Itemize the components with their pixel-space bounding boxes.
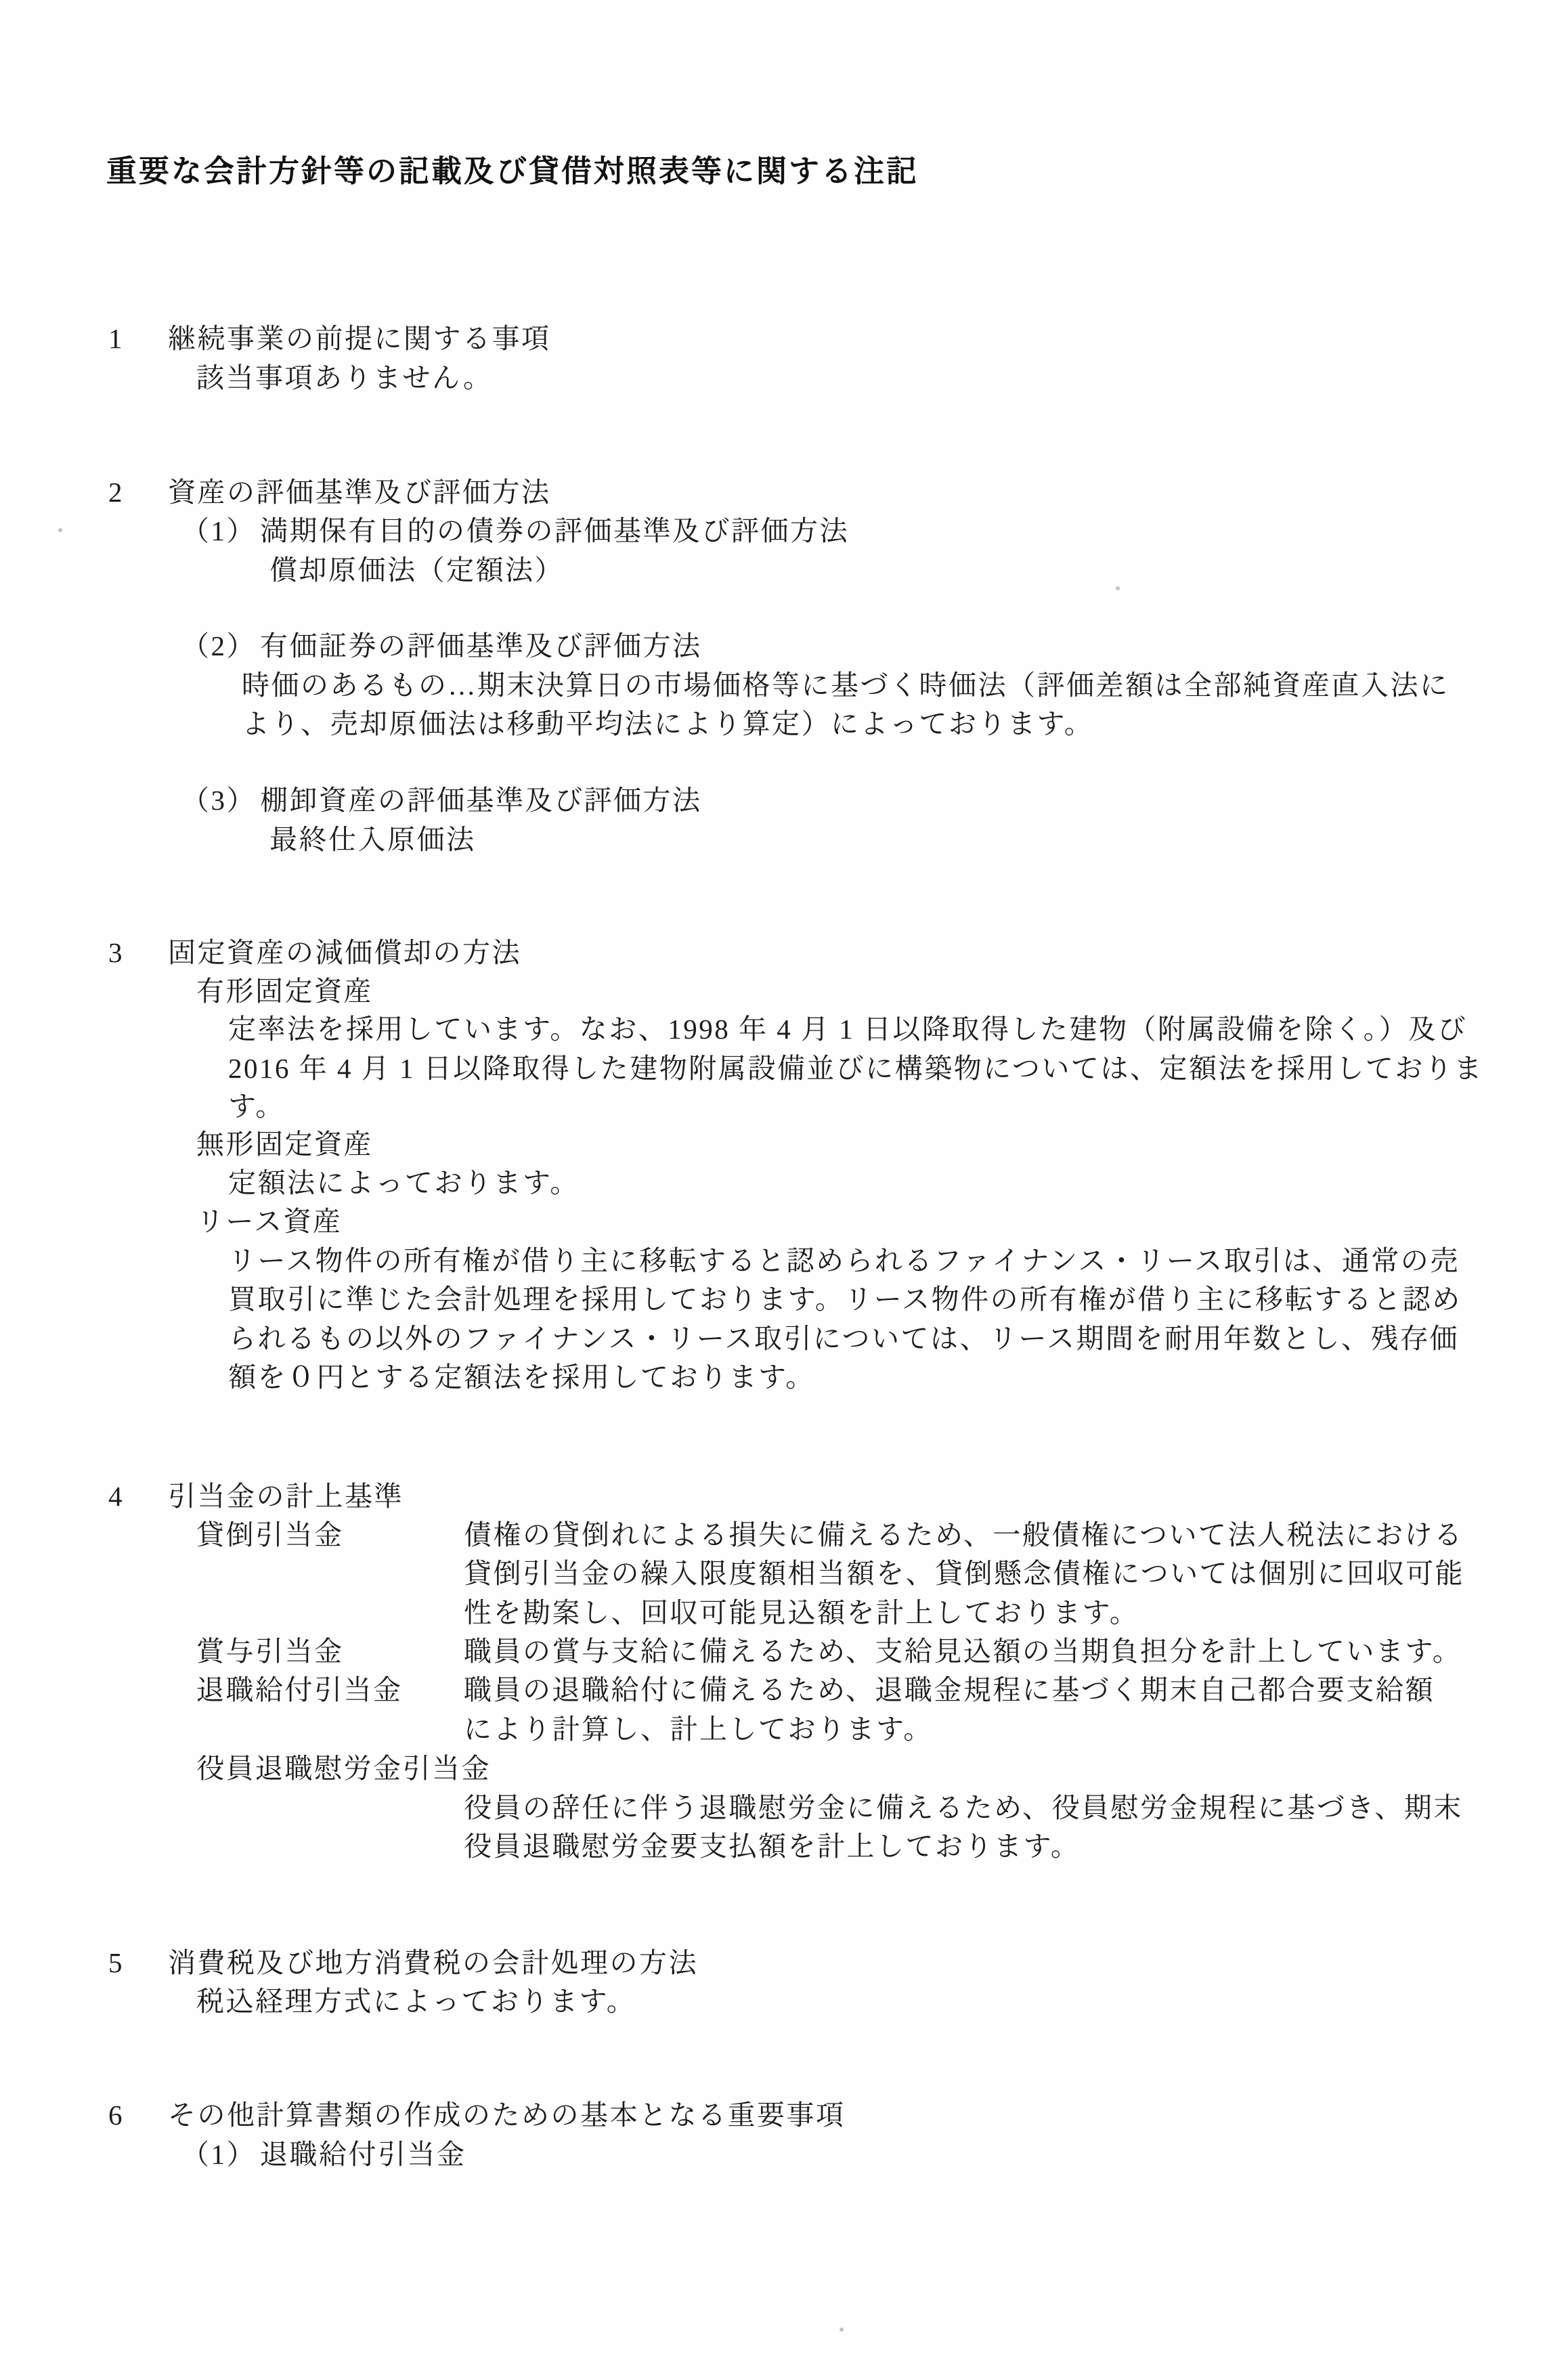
subsection-2-2-body-line: より、売却原価法は移動平均法により算定）によっております。: [242, 708, 1094, 739]
section-3-body-line: 2016 年 4 月 1 日以降取得した建物附属設備並びに構築物については、定額法を採用しておりま: [228, 1053, 1483, 1084]
section-3-body-line: す。: [228, 1091, 285, 1122]
subsection-2-2-label: （2）: [181, 630, 256, 661]
subsection-2-3-label: （3）: [181, 785, 256, 816]
section-6-heading: その他計算書類の作成のための基本となる重要事項: [168, 2099, 846, 2131]
section-1-body-line: 該当事項ありません。: [196, 362, 493, 393]
section-3-term-intangible: 無形固定資産: [196, 1129, 373, 1160]
section-4-number: 4: [108, 1481, 124, 1512]
subsection-6-1-heading: [181, 2139, 466, 2170]
subsection-2-3-heading: [181, 785, 702, 816]
subsection-6-1-title: 退職給付引当金: [260, 2139, 466, 2170]
subsection-6-1-label: （1）: [181, 2139, 256, 2170]
section-3-term-tangible: 有形固定資産: [196, 976, 373, 1007]
section-3-body-line: られるもの以外のファイナンス・リース取引については、リース期間を耐用年数とし、残存価: [228, 1323, 1459, 1354]
section-5-number: 5: [108, 1947, 124, 1978]
subsection-2-2-body-line: 時価のあるもの…期末決算日の市場価格等に基づく時価法（評価差額は全部純資産直入法に: [242, 670, 1450, 701]
provision-def-line: 役員退職慰労金要支払額を計上しております。: [464, 1831, 1081, 1862]
subsection-2-2-title: 有価証券の評価基準及び評価方法: [260, 630, 702, 661]
scan-speck: [840, 2328, 844, 2332]
subsection-2-2-heading: [181, 631, 702, 661]
subsection-2-1-body-line: 償却原価法（定額法）: [269, 554, 564, 586]
section-5-body-line: 税込経理方式によっております。: [196, 1986, 636, 2017]
section-4-heading: 引当金の計上基準: [168, 1481, 404, 1512]
section-3-number: 3: [108, 937, 124, 968]
subsection-2-3-title: 棚卸資産の評価基準及び評価方法: [260, 785, 702, 816]
section-6-number: 6: [108, 2099, 124, 2131]
section-3-body-line: 定率法を採用しています。なお、1998 年 4 月 1 日以降取得した建物（附属設備を除く。）及び: [228, 1014, 1468, 1045]
section-1-number: 1: [108, 323, 124, 354]
scan-speck: [1116, 586, 1120, 590]
subsection-2-3-body-line: 最終仕入原価法: [269, 824, 476, 855]
section-3-body-line: リース物件の所有権が借り主に移転すると認められるファイナンス・リース取引は、通常の売: [228, 1245, 1460, 1276]
section-3-heading: 固定資産の減価償却の方法: [168, 937, 521, 968]
provision-def-line: 性を勘案し、回収可能見込額を計上しております。: [464, 1597, 1139, 1628]
provision-term-doubtful-accounts: 貸倒引当金: [196, 1519, 344, 1550]
subsection-2-1-title: 満期保有目的の債券の評価基準及び評価方法: [260, 515, 849, 546]
subsection-2-1-heading: [181, 516, 849, 546]
provision-def-line: により計算し、計上しております。: [464, 1714, 933, 1745]
section-3-body-line: 買取引に準じた会計処理を採用しております。リース物件の所有権が借り主に移転すると認め: [228, 1284, 1462, 1315]
provision-def-line: 役員の辞任に伴う退職慰労金に備えるため、役員慰労金規程に基づき、期末: [464, 1792, 1463, 1823]
provision-def-line: 職員の賞与支給に備えるため、支給見込額の当期負担分を計上しています。: [464, 1636, 1462, 1667]
provision-def-line: 貸倒引当金の繰入限度額相当額を、貸倒懸念債権については個別に回収可能: [464, 1558, 1465, 1589]
scan-speck: [58, 528, 62, 532]
section-2-heading: 資産の評価基準及び評価方法: [168, 477, 551, 508]
provision-def-line: 職員の退職給付に備えるため、退職金規程に基づく期末自己都合要支給額: [464, 1674, 1435, 1705]
subsection-2-1-label: （1）: [181, 515, 256, 546]
page-title: 重要な会計方針等の記載及び貸借対照表等に関する注記: [106, 154, 919, 188]
provision-term-bonus: 賞与引当金: [196, 1636, 344, 1667]
provision-term-officer-retirement: 役員退職慰労金引当金: [196, 1753, 491, 1784]
section-3-term-lease: リース資産: [196, 1206, 343, 1237]
provision-term-retirement: 退職給付引当金: [196, 1674, 403, 1705]
section-2-number: 2: [108, 477, 124, 508]
section-5-heading: 消費税及び地方消費税の会計処理の方法: [168, 1947, 698, 1978]
section-3-body-line: 定額法によっております。: [228, 1167, 580, 1198]
provision-def-line: 債権の貸倒れによる損失に備えるため、一般債権について法人税法における: [464, 1519, 1464, 1550]
section-3-body-line: 額を０円とする定額法を採用しております。: [228, 1361, 815, 1393]
section-1-heading: 継続事業の前提に関する事項: [168, 323, 551, 354]
